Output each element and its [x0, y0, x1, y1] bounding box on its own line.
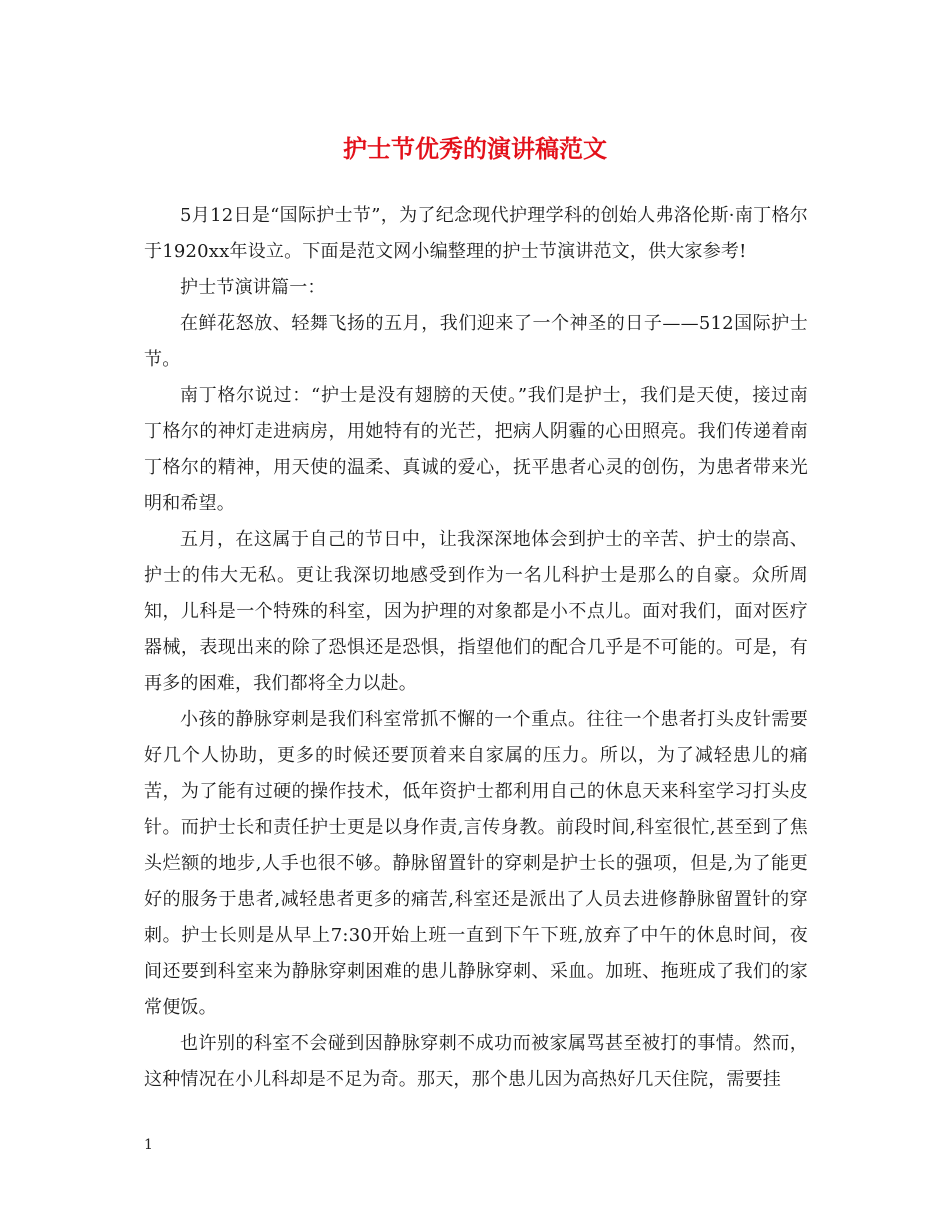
document-title: 护士节优秀的演讲稿范文: [343, 134, 607, 163]
paragraph-may-festival: 在鲜花怒放、轻舞飞扬的五月，我们迎来了一个神圣的日子——512国际护士节。: [144, 313, 808, 370]
paragraph-nightingale: 南丁格尔说过：“护士是没有翅膀的天使。”我们是护士，我们是天使，接过南丁格尔的神灯走进病房，用她特有的光芒，把病人阴霾的心田照亮。我们传递着南丁格尔的精神，用天使的温柔、真诚的爱心，抚平患者心灵的创伤，为患者带来光明和希望。: [144, 385, 808, 514]
paragraph-intro: 5月12日是“国际护士节”，为了纪念现代护理学科的创始人弗洛伦斯·南丁格尔于1920xx年设立。下面是范文网小编整理的护士节演讲范文，供大家参考!: [144, 205, 808, 262]
paragraph-other-departments: 也许别的科室不会碰到因静脉穿刺不成功而被家属骂甚至被打的事情。然而，这种情况在小儿科却是不足为奇。那天，那个患儿因为高热好几天住院，需要挂: [144, 1033, 808, 1090]
paragraph-section-heading: 护士节演讲篇一：: [180, 277, 326, 298]
paragraph-pediatrics: 五月，在这属于自己的节日中，让我深深地体会到护士的辛苦、护士的崇高、护士的伟大无私。更让我深切地感受到作为一名儿科护士是那么的自豪。众所周知，儿科是一个特殊的科室，因为护理的对象都是小不点儿。面对我们，面对医疗器械，表现出来的除了恐惧还是恐惧，指望他们的配合几乎是不可能的。可是，有再多的困难，我们都将全力以赴。: [144, 529, 808, 694]
paragraph-venipuncture: 小孩的静脉穿刺是我们科室常抓不懈的一个重点。往往一个患者打头皮针需要好几个人协助，更多的时候还要顶着来自家属的压力。所以，为了减轻患儿的痛苦，为了能有过硬的操作技术，低年资护士都利用自己的休息天来科室学习打头皮针。而护士长和责任护士更是以身作责,言传身教。前段时间,科室很忙,甚至到了焦头烂额的地步,人手也很不够。静脉留置针的穿刺是护士长的强项，但是,为了能更好的服务于患者,减轻患者更多的痛苦,科室还是派出了人员去进修静脉留置针的穿刺。护士长则是从早上7:30开始上班一直到下午下班,放弃了中午的休息时间，夜间还要到科室来为静脉穿刺困难的患儿静脉穿刺、采血。加班、拖班成了我们的家常便饭。: [144, 709, 808, 1018]
document-body: [144, 198, 808, 1098]
page-number: 1: [144, 1137, 153, 1153]
